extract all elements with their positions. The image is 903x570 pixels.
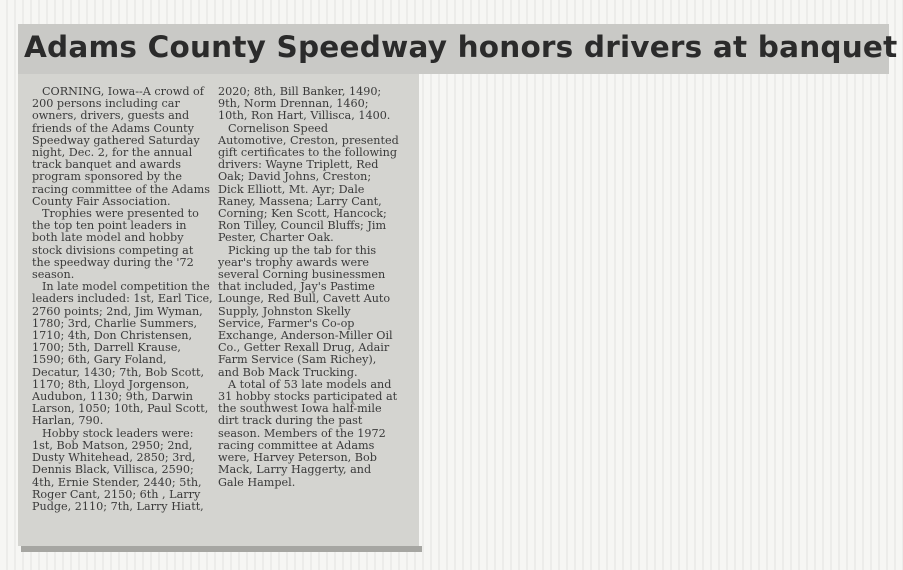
paragraph-hobby-stock-leaders: Hobby stock leaders were: 1st, Bob Matson, 2950; 2nd, Dusty Whitehead, 2850; 3rd, Dennis Black, Villisca, 2590; 4th, Ernie Stender, 2440; 5th, Roger Cant, 2150; 6th , Larry Pudge, 2110; 7th, Larry Hiatt, <box>32 426 204 513</box>
left-column <box>32 86 214 513</box>
paragraph-late-model-leaders: In late model competition the leaders included: 1st, Earl Tice, 2760 points; 2nd, Jim Wyman, 1780; 3rd, Charlie Summers, 1710; 4th, Don Christensen, 1700; 5th, Darrell Krause, 1590; 6th, Gary Foland, Decatur, 1430; 7th, Bob Scott, 1170; 8th, Lloyd Jorgenson, Audubon, 1130; 9th, Darwin Larson, 1050; 10th, Paul Scott, Harlan, 790. <box>32 280 213 428</box>
paragraph-sponsors: Picking up the tab for this year's trophy awards were several Corning businessmen that included, Jay's Pastime Lounge, Red Bull, Cavett Auto Supply, Johnston Skelly Service, Farmer's Co-op Exchange, Anderson-Miller Oil Co., Getter Rexall Drug, Adair Farm Service (Sam Richey), and Bob Mack Trucking. <box>218 243 393 379</box>
article-headline: Adams County Speedway honors drivers at banquet <box>24 30 898 64</box>
paragraph-hobby-stock-continued: 2020; 8th, Bill Banker, 1490; 9th, Norm Drennan, 1460; 10th, Ron Hart, Villisca, 1400. <box>218 85 391 123</box>
paragraph-trophies: Trophies were presented to the top ten point leaders in both late model and hobby stock divisions competing at the speedway during the '72 season. <box>32 207 199 282</box>
newspaper-clipping <box>18 74 419 546</box>
right-column <box>218 86 400 489</box>
paragraph-intro: CORNING, Iowa--A crowd of 200 persons including car owners, drivers, guests and friends of the Adams County Speedway gathered Saturday night, Dec. 2, for the annual track banquet and awards program sponsored by the racing committee of the Adams County Fair Association. <box>32 85 210 208</box>
paragraph-gift-certificates: Cornelison Speed Automotive, Creston, presented gift certificates to the following drivers: Wayne Triplett, Red Oak; David Johns, Creston; Dick Elliott, Mt. Ayr; Dale Raney, Massena; Larry Cant, Corning; Ken Scott, Hancock; Ron Tilley, Council Bluffs; Jim Pester, Charter Oak. <box>218 121 399 245</box>
paragraph-season-summary: A total of 53 late models and 31 hobby stocks participated at the southwest Iowa half-mile dirt track during the past season. Members of the 1972 racing committee at Adams were, Harvey Peterson, Bob Mack, Larry Haggerty, and Gale Hampel. <box>218 377 398 489</box>
clipping-shadow <box>21 546 422 552</box>
